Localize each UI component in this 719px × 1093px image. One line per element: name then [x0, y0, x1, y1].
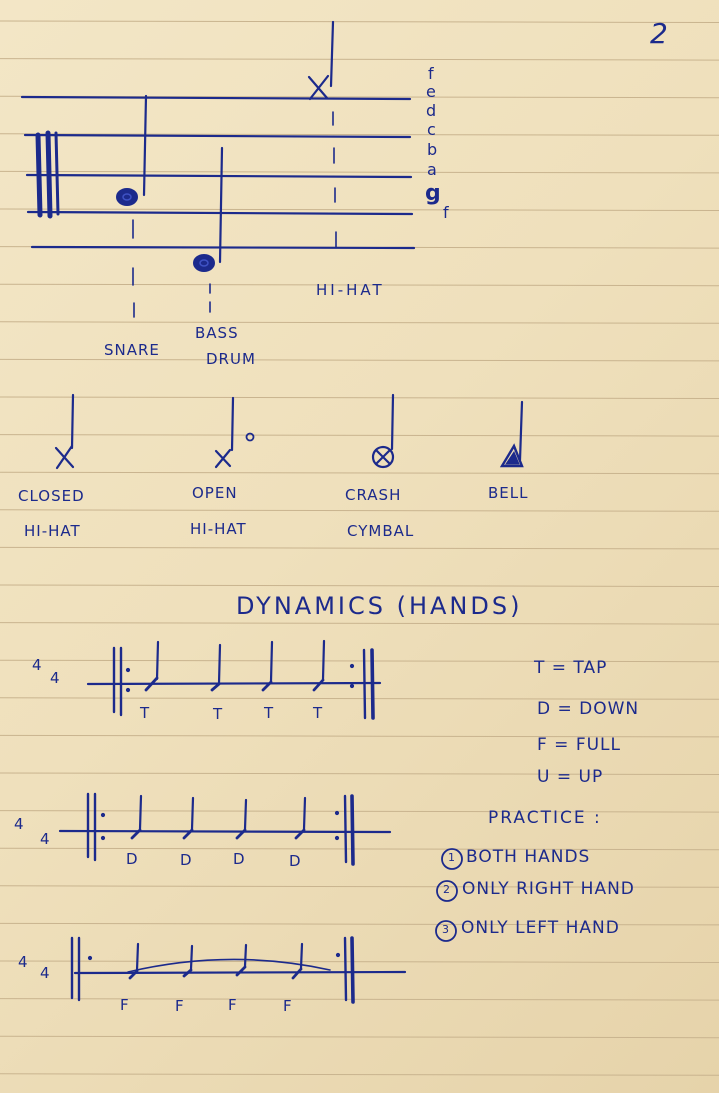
hihat-label: HI-HAT	[316, 281, 385, 299]
stroke-letter: F	[283, 997, 293, 1015]
closed-hihat-label-line2: HI-HAT	[24, 522, 81, 540]
time-signature-top: 4	[18, 953, 29, 971]
legend-item: F = FULL	[537, 735, 621, 755]
stroke-letter: F	[120, 996, 130, 1014]
time-signature-top: 4	[14, 815, 25, 833]
legend-item: T = TAP	[534, 658, 608, 678]
closed-hihat-symbol	[56, 395, 73, 468]
staff-line	[27, 175, 411, 177]
dynamics-title: DYNAMICS (HANDS)	[236, 592, 523, 620]
bell-label: BELL	[488, 484, 529, 502]
snare-note	[117, 96, 146, 317]
page-number: 2	[650, 17, 669, 50]
staff-line	[32, 247, 414, 248]
practice-item-text: ONLY RIGHT HAND	[462, 879, 635, 899]
practice-item-text: ONLY LEFT HAND	[461, 918, 620, 938]
exercise-down-staff	[60, 794, 390, 864]
crash-cymbal-label-line1: CRASH	[345, 486, 402, 504]
practice-title: PRACTICE :	[488, 808, 602, 828]
staff-line	[22, 97, 410, 99]
pitch-letter: d	[426, 101, 437, 120]
open-hihat-symbol	[216, 398, 254, 467]
crash-cymbal-symbol	[373, 395, 393, 467]
practice-number: 2	[443, 883, 450, 896]
practice-number: 3	[442, 923, 449, 936]
stroke-letter: D	[126, 850, 139, 868]
pitch-letter: f	[428, 64, 434, 83]
pitch-letter: g	[425, 181, 441, 206]
open-hihat-label-line1: OPEN	[192, 484, 238, 502]
bass-drum-label-line2: DRUM	[206, 350, 256, 368]
pitch-letter: a	[427, 160, 437, 179]
stroke-letter: D	[289, 852, 302, 870]
stroke-letter: F	[228, 996, 238, 1014]
open-hihat-label-line2: HI-HAT	[190, 520, 247, 538]
legend-item: U = UP	[537, 767, 604, 787]
time-signature-top: 4	[32, 656, 43, 674]
bell-symbol	[502, 402, 522, 466]
pitch-letter: e	[426, 82, 436, 101]
bass-drum-label-line1: BASS	[195, 324, 239, 342]
exercise-tap-staff	[88, 648, 380, 718]
exercise-full-staff	[72, 938, 405, 1002]
stroke-letter: F	[175, 997, 185, 1015]
stroke-letter: T	[313, 704, 324, 722]
drum-staff	[22, 97, 414, 248]
pitch-letter: b	[427, 140, 438, 159]
bass-drum-note	[194, 148, 222, 312]
practice-item-text: BOTH HANDS	[466, 847, 591, 867]
stroke-letter: D	[180, 851, 193, 869]
closed-hihat-label-line1: CLOSED	[18, 487, 85, 505]
legend-item: D = DOWN	[537, 699, 640, 719]
stroke-letter: D	[233, 850, 246, 868]
pitch-letter: c	[427, 120, 436, 139]
time-signature-bottom: 4	[40, 964, 51, 982]
snare-label: SNARE	[104, 341, 160, 359]
time-signature-bottom: 4	[50, 669, 61, 687]
time-signature-bottom: 4	[40, 830, 51, 848]
stroke-letter: T	[264, 704, 275, 722]
practice-number: 1	[448, 851, 455, 864]
staff-line	[25, 135, 410, 137]
crash-cymbal-label-line2: CYMBAL	[347, 522, 415, 540]
stroke-letter: T	[140, 704, 151, 722]
stroke-letter: T	[213, 705, 224, 723]
pitch-letter: f	[443, 203, 449, 222]
